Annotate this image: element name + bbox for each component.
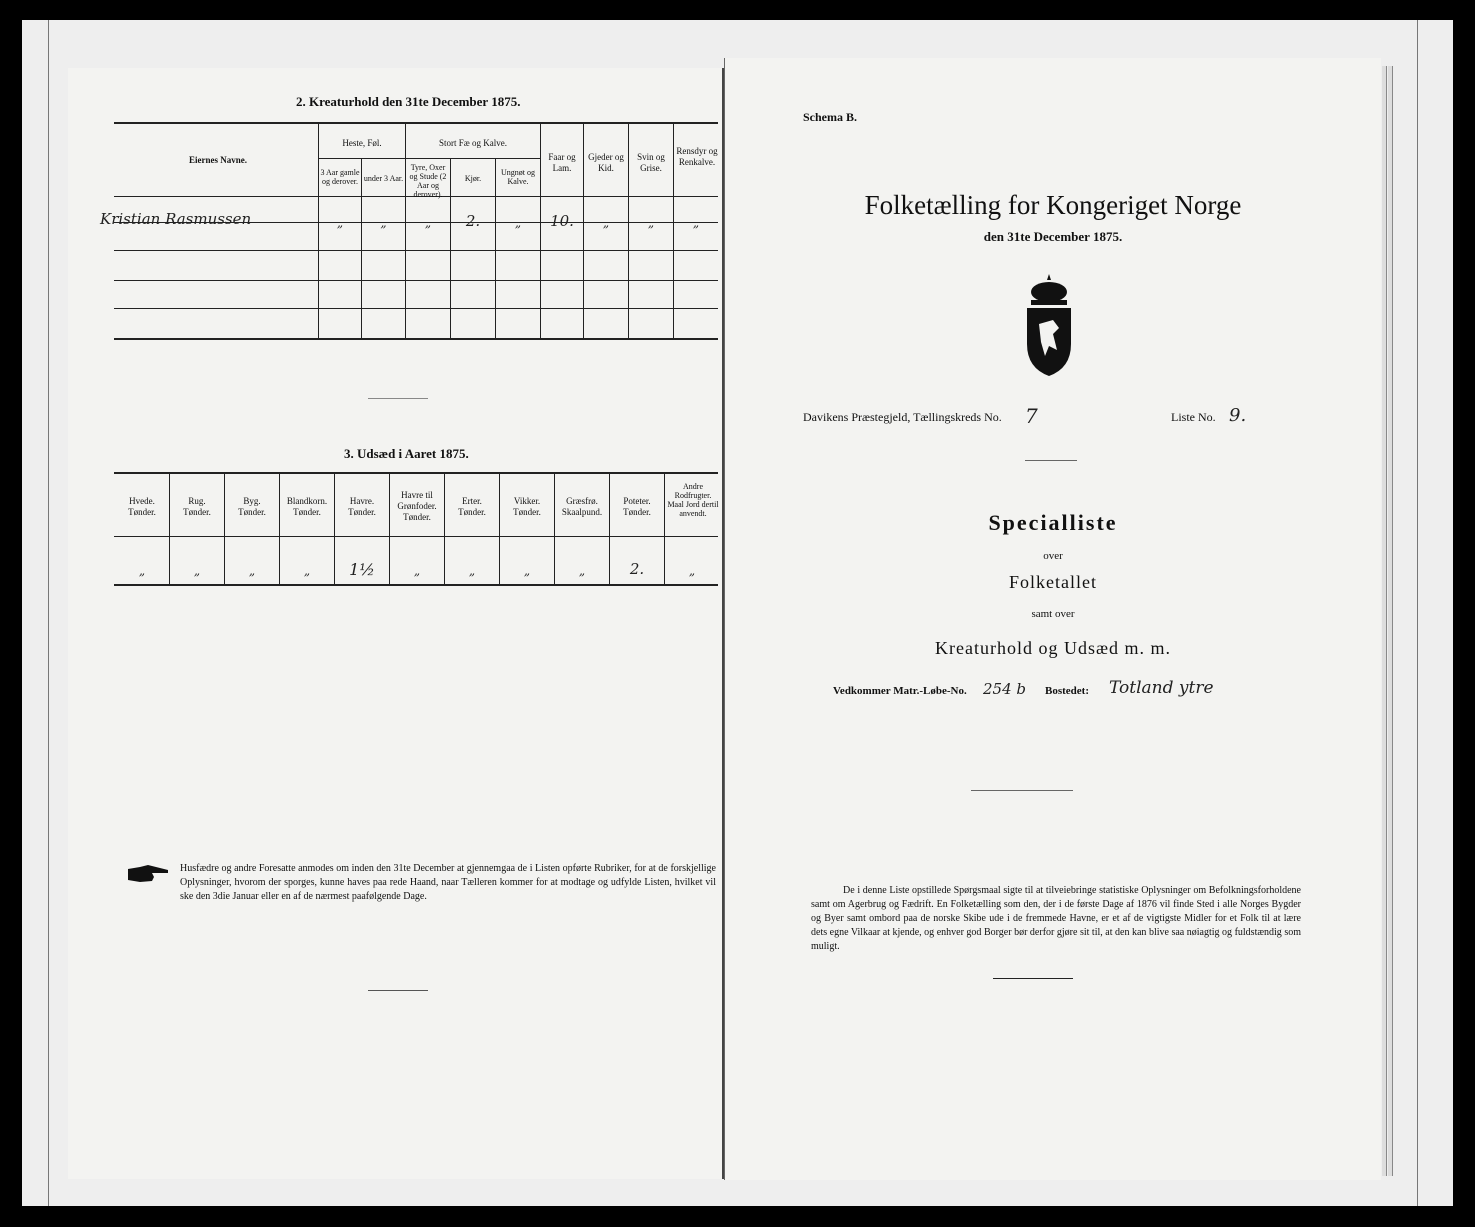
faar-header: Faar og Lam.	[548, 152, 576, 173]
table-cell: „	[514, 216, 522, 230]
divider	[1025, 460, 1077, 461]
divider	[971, 790, 1073, 791]
fae-sub-2: Kjør.	[464, 174, 482, 183]
matr-value: 254 b	[983, 680, 1027, 698]
col-header: Byg. Tønder.	[238, 496, 266, 517]
col-header: Andre Rodfrugter. Maal Jord dertil anvendt.	[667, 482, 719, 518]
table-cell: „	[413, 564, 421, 578]
divider	[993, 978, 1073, 979]
stortfae-header: Stort Fæ og Kalve.	[438, 138, 507, 148]
pointing-hand-icon	[126, 863, 170, 885]
fae-sub-3: Ungnøt og Kalve.	[501, 168, 535, 186]
page-stack-edge	[1382, 66, 1387, 1176]
main-title: Folketælling for Kongeriget Norge	[864, 190, 1242, 220]
samt-over: samt over	[1031, 608, 1075, 620]
kreaturhold-line: Kreaturhold og Udsæd m. m.	[935, 638, 1171, 658]
notice-text: Husfædre og andre Foresatte anmodes om inden den 31te December at gjennemgaa de i Listen opførte Rubriker, for at de forskjellige Oplysninger, hvorom der sporges, kunne haves paa rede Haand, naar Tælleren kommer for at modtage og udfylde Listen, hvilket vil ske den 3die Januar eller en af de nærmest paafølgende Dage.	[180, 863, 716, 902]
specialliste-title: Specialliste	[988, 510, 1118, 535]
table-cell: „	[424, 216, 432, 230]
page-stack-edge	[1388, 66, 1393, 1176]
table-cell: „	[380, 216, 387, 230]
col-header: Havre. Tønder.	[348, 496, 376, 517]
table-cell: „	[692, 216, 700, 230]
section2-title: 2. Kreaturhold den 31te December 1875.	[296, 94, 521, 109]
frame-line-right	[1417, 20, 1418, 1206]
table-cell: „	[193, 564, 201, 578]
col-header: Vikker. Tønder.	[513, 496, 541, 517]
table-cell: „	[688, 564, 696, 578]
table-cell: „	[602, 216, 610, 230]
table-cell: 1½	[349, 560, 375, 579]
rensdyr-header: Rensdyr og Renkalve.	[676, 146, 718, 167]
coat-of-arms-icon	[1023, 272, 1075, 378]
col-header: Erter. Tønder.	[458, 496, 486, 517]
fae-sub-1: Tyre, Oxer og Stude (2 Aar og derover).	[409, 163, 447, 199]
parish-value: 7	[1025, 404, 1038, 428]
heste-sub-2: under 3 Aar.	[363, 174, 404, 183]
liste-label: Liste No.	[1171, 410, 1216, 424]
col-header: Græsfrø. Skaalpund.	[561, 496, 603, 517]
schema-label: Schema B.	[803, 110, 857, 124]
table-cell: 10.	[550, 212, 574, 230]
table-cell: „	[647, 216, 655, 230]
table-cell: „	[578, 564, 586, 578]
col-header: Havre til Grønfoder. Tønder.	[397, 490, 437, 522]
owner-header: Eiernes Navne.	[189, 155, 247, 165]
col-header: Rug. Tønder.	[183, 496, 211, 517]
matr-label: Vedkommer Matr.-Løbe-No.	[833, 685, 967, 697]
table-cell: „	[303, 564, 311, 578]
frame-line-left	[48, 20, 49, 1206]
bosted-value: Totland ytre	[1109, 678, 1214, 698]
folketallet: Folketallet	[1009, 572, 1097, 592]
date-line: den 31te December 1875.	[983, 229, 1123, 244]
svin-header: Svin og Grise.	[637, 152, 665, 173]
parish-label: Davikens Præstegjeld, Tællingskreds No.	[803, 410, 1002, 424]
col-header: Blandkorn. Tønder.	[286, 496, 328, 517]
over-1: over	[1043, 550, 1063, 562]
liste-value: 9.	[1229, 405, 1247, 426]
right-page	[724, 58, 1381, 1180]
divider	[368, 398, 428, 399]
divider	[368, 990, 428, 991]
col-header: Hvede. Tønder.	[128, 496, 156, 517]
table-cell: „	[468, 564, 476, 578]
table-cell: 2.	[465, 212, 481, 230]
section3-title: 3. Udsæd i Aaret 1875.	[344, 446, 469, 461]
table-cell: „	[523, 564, 531, 578]
heste-header: Heste, Føl.	[342, 138, 382, 148]
heste-sub-1: 3 Aar gamle og derover.	[320, 168, 360, 186]
table-cell: „	[336, 216, 344, 230]
owner-name: Kristian Rasmussen	[100, 210, 252, 228]
bosted-label: Bostedet:	[1045, 685, 1089, 697]
left-page	[68, 68, 724, 1179]
gjeder-header: Gjeder og Kid.	[588, 152, 624, 173]
col-header: Poteter. Tønder.	[623, 496, 651, 517]
table-cell: „	[248, 564, 256, 578]
rule	[318, 158, 540, 159]
table-cell: 2.	[629, 560, 645, 578]
table-cell: „	[138, 564, 146, 578]
explanation-text: De i denne Liste opstillede Spørgsmaal sigte til at tilveiebringe statistiske Oplysninger om Befolkningsforholdene samt om Agerbrug og Fædrift. En Folketælling som den, der i de første Dage af 1876 vil finde Sted i alle Norges Bygder og Byer samt ombord paa de norske Skibe ude i de fremmede Havne, er et af de vigtigste Midler for et Folk til at lære dets egne Vilkaar at kjende, og enhver god Borger bør derfor gjøre sit til, at den kan blive saa nøiagtig og fuldstændig som muligt.	[811, 885, 1301, 952]
